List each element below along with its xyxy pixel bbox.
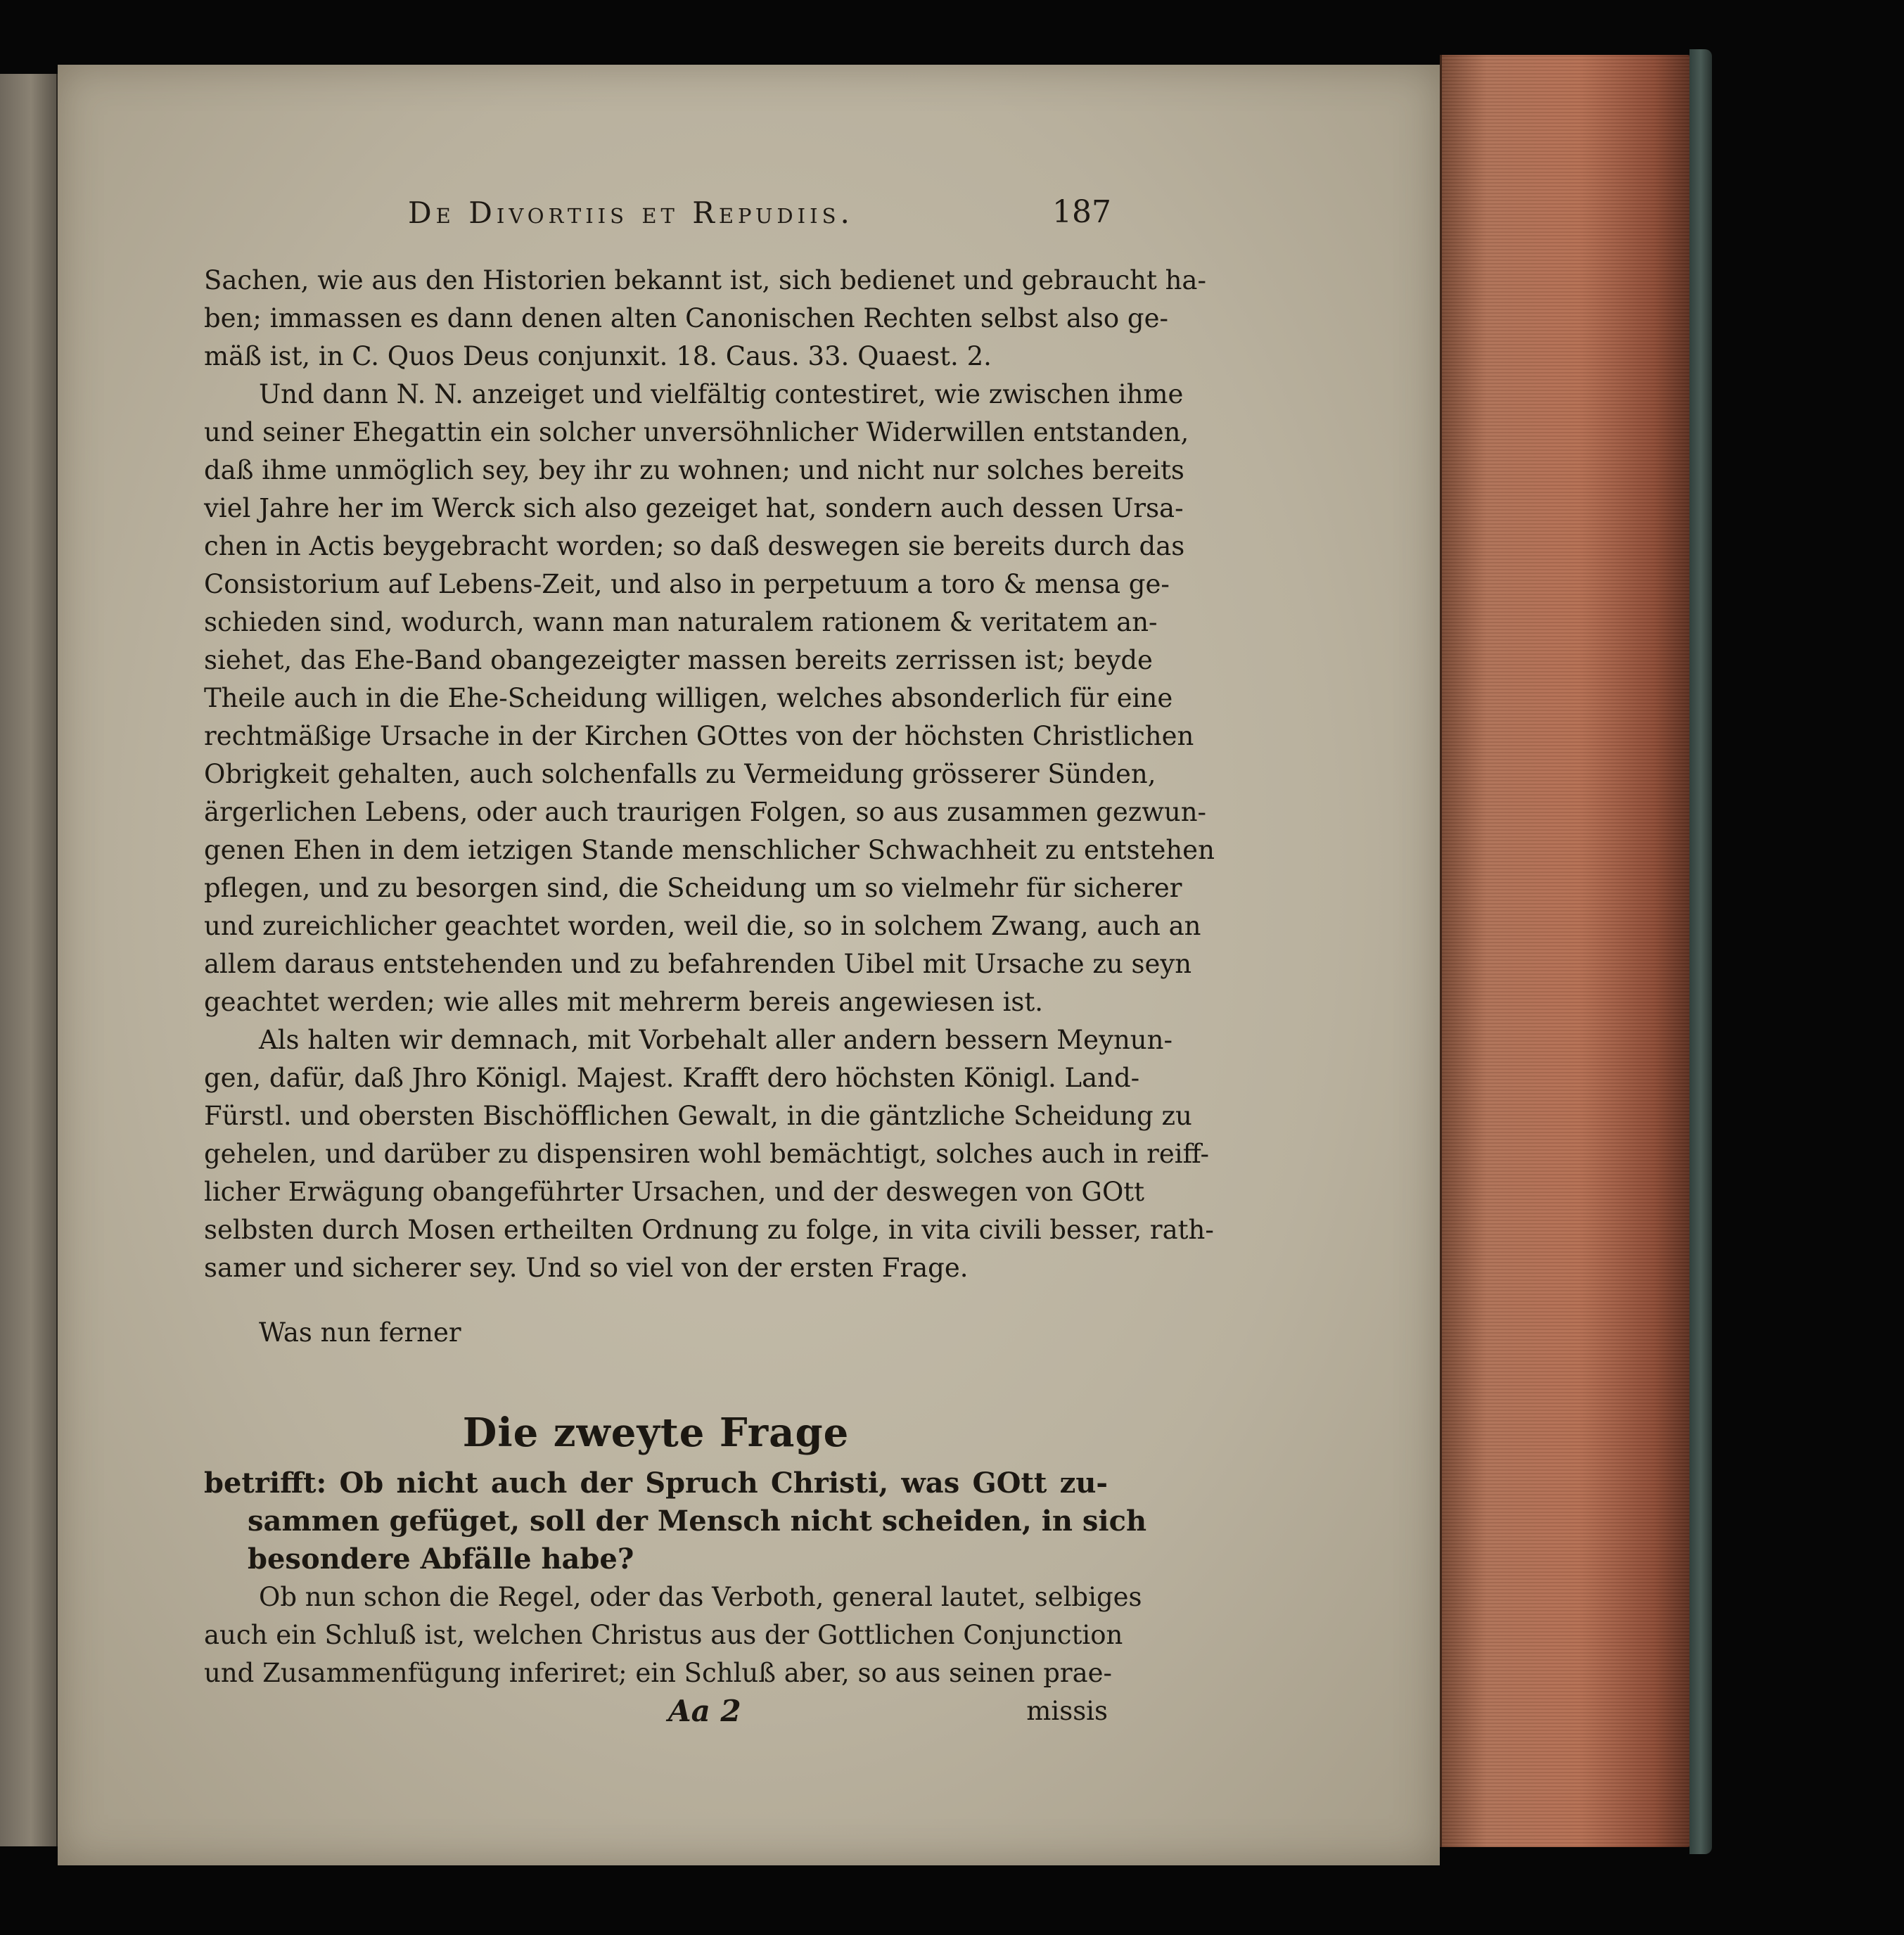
signature-mark: Aa 2 <box>668 1694 741 1728</box>
text-line: ärgerlichen Lebens, oder auch traurigen Folgen, so aus zusammen gezwun- <box>204 797 1207 827</box>
text-line: viel Jahre her im Werck sich also gezeiget hat, sondern auch dessen Ursa- <box>204 493 1184 523</box>
text-line: gehelen, und darüber zu dispensiren wohl bemächtigt, solches auch in reiff- <box>204 1139 1210 1169</box>
paragraph-2 <box>204 376 1215 1021</box>
text-line: Und dann N. N. anzeiget und vielfältig contestiret, wie zwischen ihme <box>259 379 1184 409</box>
book-cover <box>1689 49 1712 1854</box>
text-line: schieden sind, wodurch, wann man naturalem rationem & veritatem an- <box>204 607 1158 637</box>
text-line: Obrigkeit gehalten, auch solchenfalls zu Vermeidung grösserer Sünden, <box>204 759 1156 789</box>
section-heading: Die zweyte Frage <box>462 1410 850 1456</box>
text-line: chen in Actis beygebracht worden; so daß deswegen sie bereits durch das <box>204 531 1185 561</box>
text-line: und Zusammenfügung inferiret; ein Schluß aber, so aus seinen prae- <box>204 1658 1113 1688</box>
spacer <box>204 1352 1108 1401</box>
text-line: Fürstl. und obersten Bischöfflichen Gewalt, in die gäntzliche Scheidung zu <box>204 1101 1192 1131</box>
text-line: und zureichlicher geachtet worden, weil die, so in solchem Zwang, auch an <box>204 911 1201 941</box>
running-head: De Divortiis et Repudiis. <box>408 196 854 230</box>
transition-line: Was nun ferner <box>259 1317 461 1348</box>
text-line: selbsten durch Mosen ertheilten Ordnung zu folge, in vita civili besser, rath- <box>204 1215 1214 1245</box>
text-line: samer und sicherer sey. Und so viel von der ersten Frage. <box>204 1253 969 1283</box>
page-body <box>204 262 1215 1730</box>
page-number: 187 <box>1052 194 1111 230</box>
text-line: Consistorium auf Lebens-Zeit, und also in perpetuum a toro & mensa ge- <box>204 569 1170 599</box>
text-line: Theile auch in die Ehe-Scheidung willigen, welches absonderlich für eine <box>204 683 1173 713</box>
text-line: Als halten wir demnach, mit Vorbehalt aller andern bessern Meynun- <box>259 1025 1173 1055</box>
question-line: betrifft: Ob nicht auch der Spruch Christi, was GOtt zu- <box>204 1467 1108 1500</box>
text-line: auch ein Schluß ist, welchen Christus aus der Gottlichen Conjunction <box>204 1620 1123 1650</box>
text-line: Sachen, wie aus den Historien bekannt ist, sich bedienet und gebraucht ha- <box>204 265 1206 295</box>
question-line: sammen gefüget, soll der Mensch nicht scheiden, in sich <box>248 1505 1147 1538</box>
paragraph-4 <box>204 1578 1142 1692</box>
text-line: rechtmäßige Ursache in der Kirchen GOttes von der höchsten Christlichen <box>204 721 1194 751</box>
paragraph-3 <box>204 1021 1214 1287</box>
text-line: und seiner Ehegattin ein solcher unversöhnlicher Widerwillen entstanden, <box>204 417 1189 447</box>
catchword: missis <box>1026 1696 1108 1726</box>
text-line: daß ihme unmöglich sey, bey ihr zu wohnen; und nicht nur solches bereits <box>204 455 1184 485</box>
text-line: allem daraus entstehenden und zu befahrenden Uibel mit Ursache zu seyn <box>204 949 1192 979</box>
text-line: geachtet werden; wie alles mit mehrerm bereis angewiesen ist. <box>204 987 1044 1017</box>
facing-page-edge <box>0 74 58 1846</box>
text-line: licher Erwägung obangeführter Ursachen, und der deswegen von GOtt <box>204 1177 1145 1207</box>
paragraph-1 <box>204 262 1206 376</box>
text-line: ben; immassen es dann denen alten Canonischen Rechten selbst also ge- <box>204 303 1168 333</box>
text-line: pflegen, und zu besorgen sind, die Scheidung um so vielmehr für sicherer <box>204 873 1182 903</box>
text-line: gen, dafür, daß Jhro Königl. Majest. Krafft dero höchsten Königl. Land- <box>204 1063 1140 1093</box>
text-line: mäß ist, in C. Quos Deus conjunxit. 18. Caus. 33. Quaest. 2. <box>204 341 992 371</box>
text-line: Ob nun schon die Regel, oder das Verboth, general lautet, selbiges <box>259 1582 1142 1612</box>
text-line: genen Ehen in dem ietzigen Stande menschlicher Schwachheit zu entstehen <box>204 835 1215 865</box>
page-footer <box>204 1692 1108 1730</box>
question-line: besondere Abfälle habe? <box>248 1543 634 1576</box>
spacer <box>204 1287 1108 1314</box>
text-line: siehet, das Ehe-Band obangezeigter massen bereits zerrissen ist; beyde <box>204 645 1153 675</box>
question-block <box>204 1464 1147 1578</box>
page-block-edges <box>1440 55 1692 1847</box>
